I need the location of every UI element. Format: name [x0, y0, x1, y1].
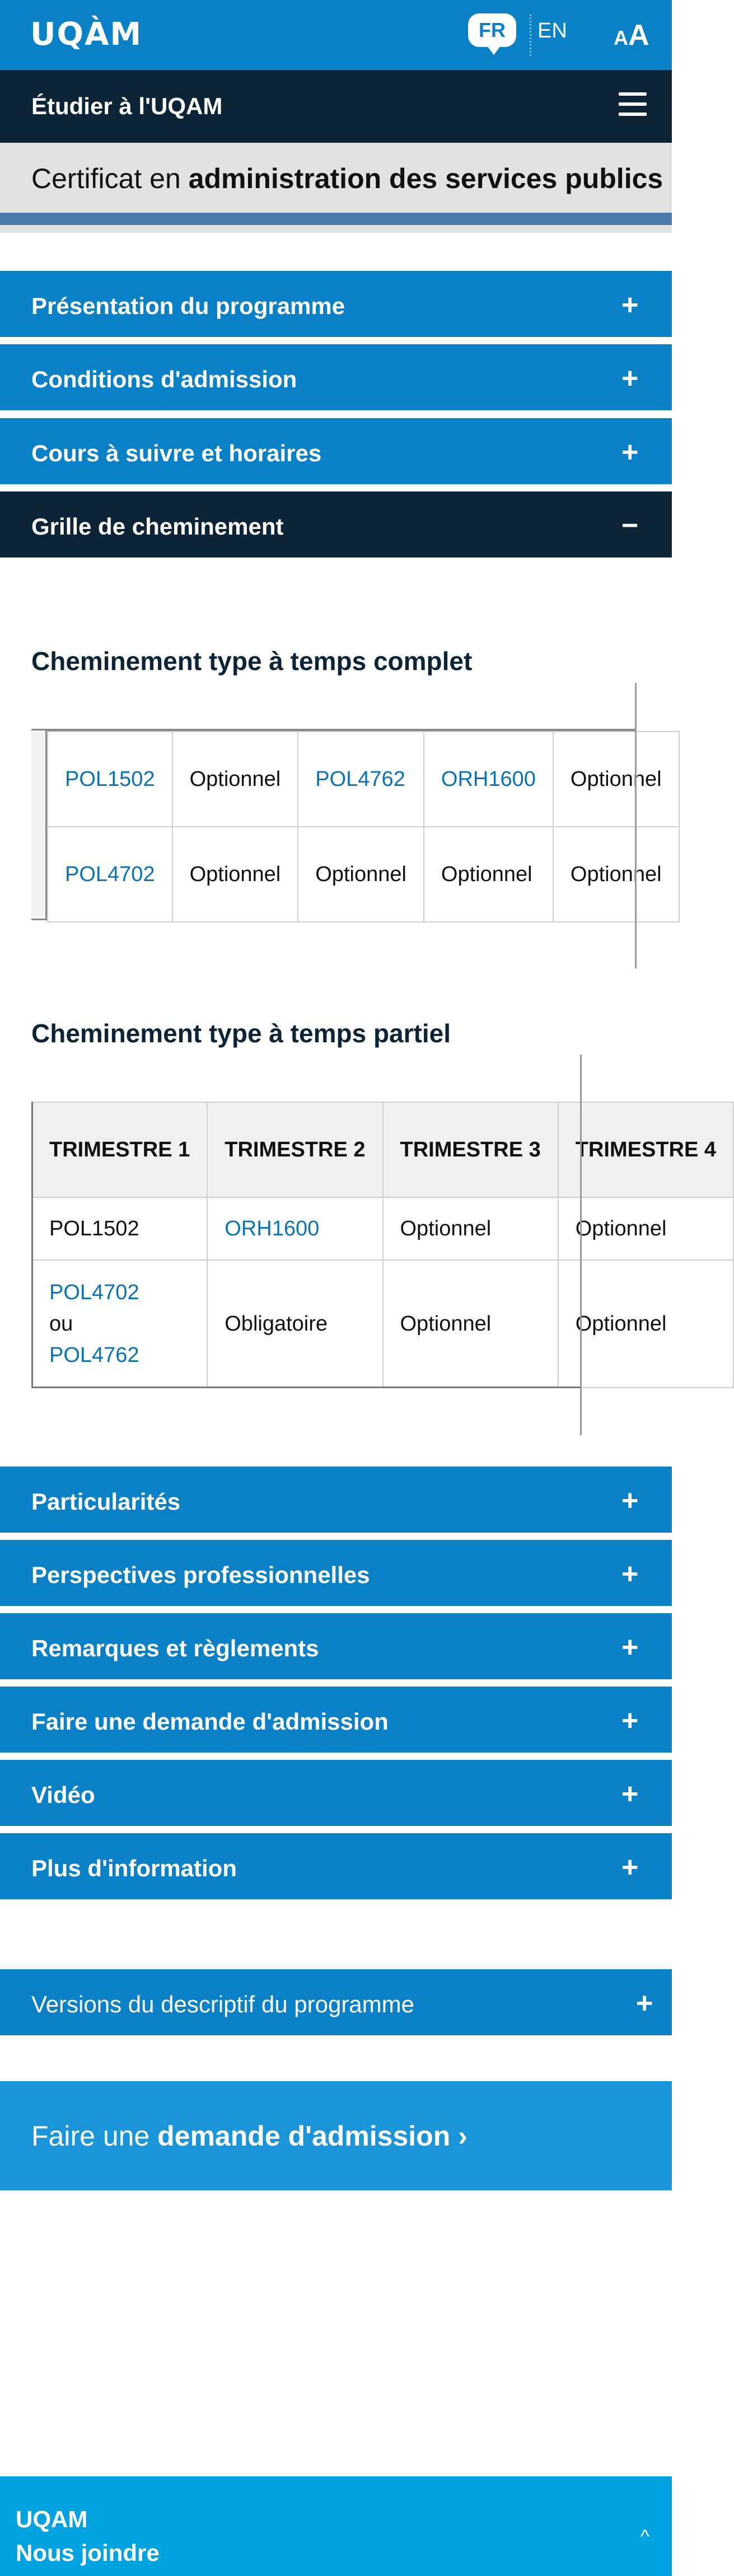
- footer-uqam: UQAM: [16, 2506, 88, 2532]
- or-text: ou: [49, 1312, 73, 1336]
- table-scrollbar[interactable]: [580, 1055, 582, 1435]
- hamburger-menu-icon[interactable]: [619, 92, 647, 120]
- language-en-link[interactable]: EN: [537, 19, 567, 43]
- part-time-table-container[interactable]: [31, 1102, 716, 1393]
- table-cell[interactable]: [48, 732, 172, 827]
- table-cell: Optionnel: [172, 732, 298, 827]
- accordion-particularites[interactable]: [0, 1467, 672, 1533]
- plus-icon: +: [621, 1704, 639, 1737]
- table-cell: Optionnel: [553, 732, 679, 827]
- accordion-more-info[interactable]: [0, 1833, 672, 1899]
- table-cell: Optionnel: [424, 827, 553, 922]
- plus-icon: +: [636, 1987, 653, 2020]
- accordion-label: Grille de cheminement: [31, 513, 284, 540]
- program-header-band-bottom: [0, 225, 672, 233]
- table-header-row: [32, 1102, 733, 1197]
- table-scrollbar[interactable]: [635, 683, 637, 968]
- part-time-table: [31, 1102, 734, 1388]
- page-title: Certificat en administration des services publics: [31, 163, 663, 194]
- chevron-right-icon: ›: [458, 2120, 467, 2152]
- accordion-label: Plus d'information: [31, 1855, 237, 1881]
- plus-icon: +: [621, 1851, 639, 1884]
- accordion-label: Faire une demande d'admission: [31, 1708, 389, 1735]
- accordion-grille-cheminement[interactable]: [0, 491, 672, 558]
- accordion-label: Présentation du programme: [31, 293, 345, 319]
- plus-icon: +: [621, 1631, 639, 1664]
- accordion-perspectives[interactable]: [0, 1540, 672, 1606]
- minus-icon: −: [621, 509, 639, 542]
- program-header: [0, 143, 672, 213]
- cta-label: Faire une demande d'admission ›: [31, 2120, 467, 2152]
- table-cell: Optionnel: [172, 827, 298, 922]
- accordion-label: Remarques et règlements: [31, 1635, 319, 1661]
- accordion-label: Vidéo: [31, 1782, 95, 1808]
- table-cell: Optionnel: [298, 827, 424, 922]
- font-size-big-letter: A: [628, 19, 649, 51]
- table-row: [32, 1197, 733, 1260]
- table-row: [48, 732, 679, 827]
- admission-cta-button[interactable]: [0, 2081, 672, 2190]
- nav-title[interactable]: Étudier à l'UQAM: [31, 93, 223, 119]
- table-cell: Obligatoire: [207, 1260, 382, 1388]
- accordion-label: Perspectives professionnelles: [31, 1562, 370, 1588]
- table-cell: Optionnel: [383, 1260, 558, 1388]
- accordion-label: Versions du descriptif du programme: [31, 1991, 414, 2017]
- table-row: [48, 827, 679, 922]
- accordion-label: Particularités: [31, 1488, 181, 1515]
- language-fr-button[interactable]: FR: [468, 13, 516, 47]
- table-cell: Optionnel: [558, 1197, 733, 1260]
- column-header: TRIMESTRE 4: [558, 1102, 733, 1197]
- table-cell: POL1502: [32, 1197, 207, 1260]
- accordion-presentation[interactable]: [0, 271, 672, 337]
- accordion-versions[interactable]: [0, 1969, 672, 2035]
- table-cell: Optionnel: [383, 1197, 558, 1260]
- accordion-remarques[interactable]: [0, 1613, 672, 1679]
- table-cell: Optionnel: [558, 1260, 733, 1388]
- course-link[interactable]: POL1502: [65, 767, 155, 791]
- course-link[interactable]: POL4762: [315, 767, 405, 791]
- table-cell: Optionnel: [553, 827, 679, 922]
- table-cell[interactable]: [424, 732, 553, 827]
- part-time-heading: Cheminement type à temps partiel: [31, 1019, 451, 1048]
- font-size-icon[interactable]: [614, 16, 649, 62]
- accordion-label: Cours à suivre et horaires: [31, 440, 322, 466]
- course-link[interactable]: ORH1600: [441, 767, 536, 791]
- plus-icon: +: [621, 1484, 639, 1517]
- table-cell[interactable]: [298, 732, 424, 827]
- font-size-small-letter: A: [614, 26, 628, 49]
- chevron-up-icon[interactable]: ^: [641, 2526, 649, 2547]
- full-time-heading: Cheminement type à temps complet: [31, 647, 473, 676]
- column-header: TRIMESTRE 2: [207, 1102, 382, 1197]
- program-header-band: [0, 213, 672, 225]
- full-time-table: [47, 731, 680, 922]
- plus-icon: +: [621, 1778, 639, 1810]
- full-time-table-container[interactable]: [31, 729, 662, 920]
- nav-bar: [0, 70, 672, 143]
- footer[interactable]: [0, 2476, 672, 2576]
- table-row-header-stub: [31, 729, 47, 920]
- course-link[interactable]: POL4762: [49, 1343, 139, 1367]
- top-bar: [0, 0, 672, 70]
- plus-icon: +: [621, 362, 639, 395]
- table-cell[interactable]: [48, 827, 172, 922]
- language-divider: [530, 15, 531, 56]
- accordion-courses-schedule[interactable]: [0, 418, 672, 484]
- table-cell: [32, 1260, 207, 1388]
- course-link[interactable]: ORH1600: [225, 1217, 320, 1240]
- course-link[interactable]: POL4702: [65, 863, 155, 886]
- column-header: TRIMESTRE 1: [32, 1102, 207, 1197]
- course-link[interactable]: POL4702: [49, 1281, 139, 1304]
- accordion-admission-conditions[interactable]: [0, 344, 672, 410]
- accordion-admission-request[interactable]: [0, 1687, 672, 1753]
- accordion-video[interactable]: [0, 1760, 672, 1826]
- table-row: [32, 1260, 733, 1388]
- plus-icon: +: [621, 1558, 639, 1590]
- table-cell[interactable]: [207, 1197, 382, 1260]
- plus-icon: +: [621, 289, 639, 321]
- plus-icon: +: [621, 436, 639, 469]
- column-header: TRIMESTRE 3: [383, 1102, 558, 1197]
- accordion-label: Conditions d'admission: [31, 366, 297, 392]
- footer-contact: Nous joindre: [16, 2540, 160, 2566]
- uqam-logo[interactable]: UQÀM: [30, 16, 143, 53]
